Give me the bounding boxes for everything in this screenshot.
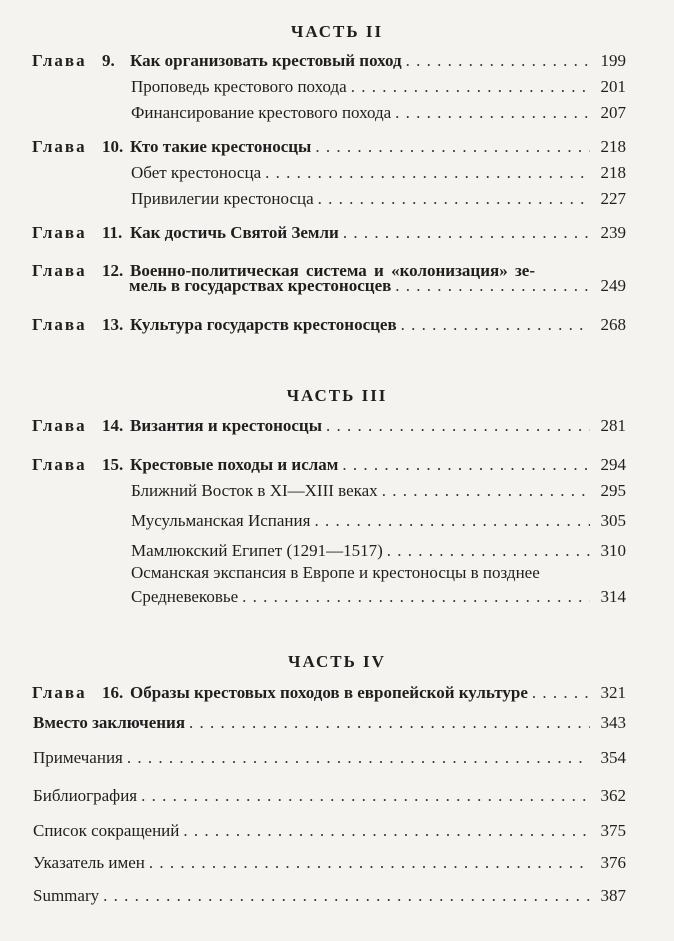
back-matter-title: Примечания: [33, 748, 123, 767]
section-title-line-1: Османская экспансия в Европе и крестоносцы в позднее: [131, 563, 540, 582]
section-row[interactable]: [131, 508, 626, 534]
page-number: 321: [600, 683, 626, 702]
chapter-12-continuation[interactable]: [129, 273, 626, 299]
leader-dots: [401, 312, 590, 338]
leader-dots: [314, 508, 590, 534]
chapter-label: Глава: [32, 416, 87, 435]
leader-dots: [103, 883, 590, 909]
page-number: 249: [600, 276, 626, 295]
chapter-title-line-2: мель в государствах крестоносцев: [129, 276, 392, 295]
page-number: 294: [600, 455, 626, 474]
leader-dots: [149, 850, 590, 876]
leader-dots: [242, 584, 590, 610]
back-matter-title: Summary: [33, 886, 100, 905]
page-number: 343: [600, 713, 626, 732]
chapter-title: Культура государств крестоносцев: [130, 315, 397, 334]
chapter-14-row[interactable]: [32, 413, 626, 439]
section-row-line-1[interactable]: [131, 560, 626, 586]
chapter-number: 15.: [102, 455, 124, 474]
page-number: 281: [600, 416, 626, 435]
page-number: 201: [600, 77, 626, 96]
back-matter-bibliography[interactable]: [33, 783, 626, 809]
chapter-label: Глава: [32, 455, 87, 474]
chapter-title: Образы крестовых походов в европейской культуре: [130, 683, 528, 702]
page-number: 239: [600, 223, 626, 242]
leader-dots: [406, 48, 590, 74]
chapter-title-line-1: Военно-политическая система и «колонизация» зе-: [130, 261, 535, 280]
section-title: Финансирование крестового похода: [131, 103, 392, 122]
leader-dots: [189, 710, 590, 736]
chapter-label: Глава: [32, 223, 87, 242]
section-title: Мусульманская Испания: [131, 511, 311, 530]
section-title: Мамлюкский Египет (1291—1517): [131, 541, 383, 560]
chapter-15-row[interactable]: [32, 452, 626, 478]
chapter-number: 14.: [102, 416, 124, 435]
page-number: 218: [600, 163, 626, 182]
back-matter-index[interactable]: [33, 850, 626, 876]
page-number: 376: [600, 853, 626, 872]
chapter-title: Как организовать крестовый поход: [130, 51, 402, 70]
back-matter-summary[interactable]: [33, 883, 626, 909]
section-title: Ближний Восток в XI—XIII веках: [131, 481, 378, 500]
leader-dots: [382, 478, 590, 504]
chapter-label: Глава: [32, 261, 87, 280]
section-row[interactable]: [131, 74, 626, 100]
section-title: Привилегии крестоносца: [131, 189, 314, 208]
page-number: 218: [600, 137, 626, 156]
chapter-10-row[interactable]: [32, 134, 626, 160]
chapter-number: 13.: [102, 315, 124, 334]
back-matter-title: Вместо заключения: [33, 713, 186, 732]
chapter-title: Как достичь Святой Земли: [130, 223, 339, 242]
chapter-number: 12.: [102, 261, 124, 280]
section-row-line-2[interactable]: [131, 584, 626, 610]
chapter-title: Кто такие крестоносцы: [130, 137, 312, 156]
back-matter-title: Библиография: [33, 786, 138, 805]
chapter-number: 11.: [102, 223, 123, 242]
chapter-label: Глава: [32, 137, 87, 156]
section-title-line-2: Средневековье: [131, 587, 239, 606]
leader-dots: [183, 818, 590, 844]
page-number: 314: [600, 587, 626, 606]
leader-dots: [265, 160, 590, 186]
chapter-11-row[interactable]: [32, 220, 626, 246]
leader-dots: [127, 745, 590, 771]
page-number: 295: [600, 481, 626, 500]
page-number: 305: [600, 511, 626, 530]
leader-dots: [395, 100, 590, 126]
chapter-number: 9.: [102, 51, 115, 70]
chapter-title: Византия и крестоносцы: [130, 416, 322, 435]
leader-dots: [342, 452, 590, 478]
section-row[interactable]: [131, 100, 626, 126]
part-4-heading: ЧАСТЬ IV: [288, 652, 386, 671]
back-matter-title: Указатель имен: [33, 853, 145, 872]
chapter-label: Глава: [32, 315, 87, 334]
leader-dots: [395, 273, 590, 299]
leader-dots: [318, 186, 590, 212]
chapter-13-row[interactable]: [32, 312, 626, 338]
section-row[interactable]: [131, 160, 626, 186]
leader-dots: [315, 134, 590, 160]
leader-dots: [343, 220, 590, 246]
chapter-label: Глава: [32, 683, 87, 702]
page-number: 207: [600, 103, 626, 122]
chapter-label: Глава: [32, 51, 87, 70]
section-title: Обет крестоносца: [131, 163, 262, 182]
page-number: 387: [600, 886, 626, 905]
section-title: Проповедь крестового похода: [131, 77, 347, 96]
section-row[interactable]: [131, 478, 626, 504]
leader-dots: [326, 413, 590, 439]
leader-dots: [532, 680, 590, 706]
leader-dots: [351, 74, 590, 100]
page-number: 375: [600, 821, 626, 840]
chapter-number: 10.: [102, 137, 124, 156]
chapter-title: Крестовые походы и ислам: [130, 455, 339, 474]
section-row[interactable]: [131, 186, 626, 212]
page-number: 199: [600, 51, 626, 70]
back-matter-abbreviations[interactable]: [33, 818, 626, 844]
part-2-heading: ЧАСТЬ II: [290, 22, 384, 41]
part-3-heading: ЧАСТЬ III: [286, 386, 388, 405]
page-number: 268: [600, 315, 626, 334]
chapter-number: 16.: [102, 683, 124, 702]
leader-dots: [141, 783, 590, 809]
page-number: 354: [600, 748, 626, 767]
back-matter-notes[interactable]: [33, 745, 626, 771]
back-matter-title: Список сокращений: [33, 821, 180, 840]
page-number: 227: [600, 189, 626, 208]
page-number: 362: [600, 786, 626, 805]
chapter-9-row[interactable]: [32, 48, 626, 74]
chapter-16-row[interactable]: [32, 680, 626, 706]
page-number: 310: [600, 541, 626, 560]
back-matter-conclusion[interactable]: [33, 710, 626, 736]
